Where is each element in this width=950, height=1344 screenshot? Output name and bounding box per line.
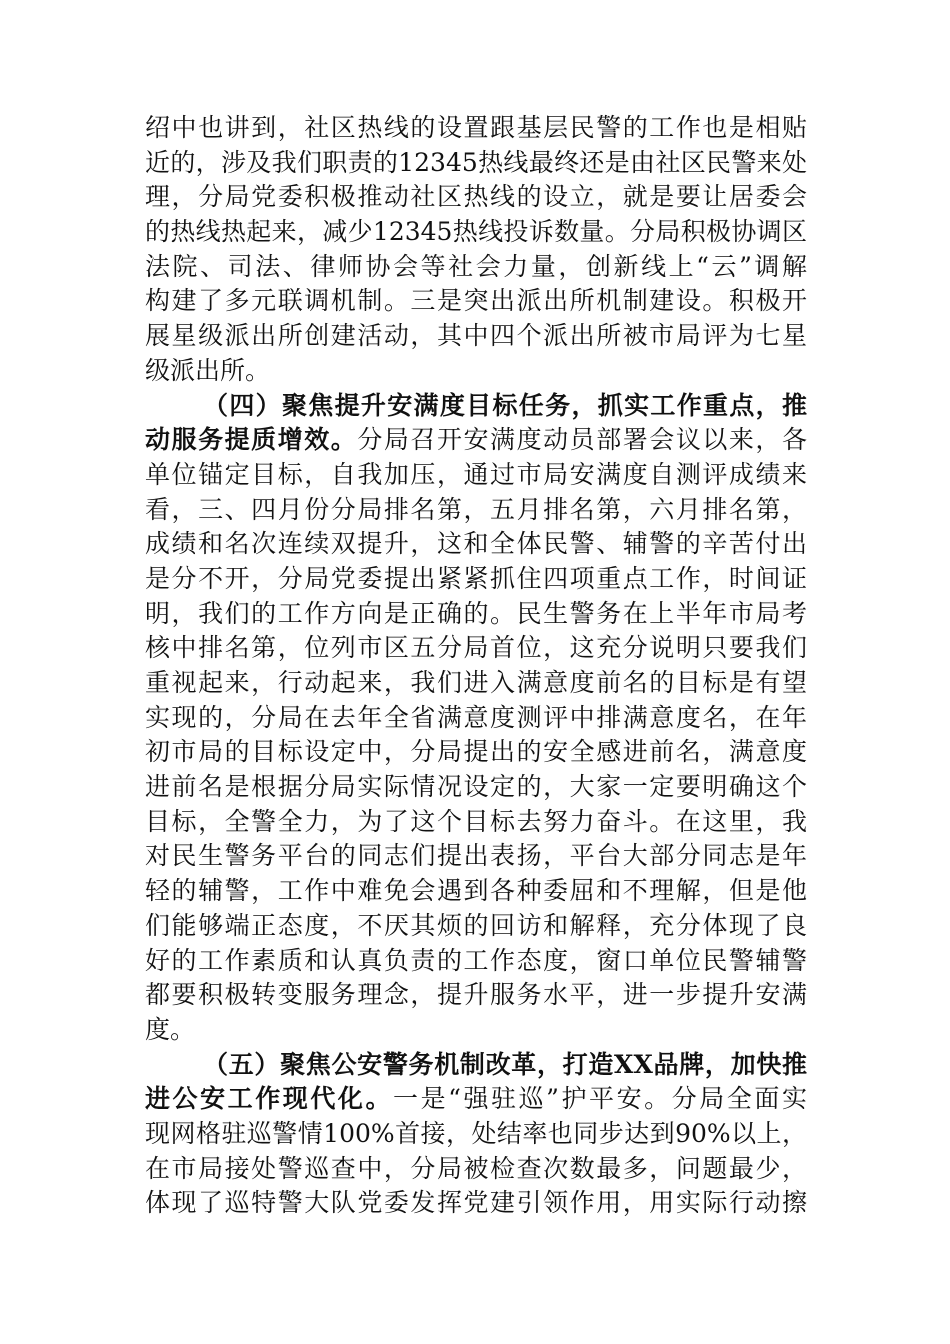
text-line: 法院、司法、律师协会等社会力量，创新线上“云”调解 [145, 251, 807, 281]
text-line: 成绩和名次连续双提升，这和全体民警、辅警的辛苦付出 [145, 529, 807, 559]
section-heading-end: 进公安工作现代化。 [145, 1084, 394, 1114]
text-line: 初市局的目标设定中，分局提出的安全感进前名，满意度 [145, 737, 807, 767]
document-page [145, 111, 807, 1221]
text-line: 目标，全警全力，为了这个目标去努力奋斗。在这里，我 [145, 806, 807, 836]
section-heading: （五）聚焦公安警务机制改革，打造XX品牌，加快推 [203, 1049, 807, 1079]
text-line: 明，我们的工作方向是正确的。民生警务在上半年市局考 [145, 598, 807, 628]
text-line: 好的工作素质和认真负责的工作态度，窗口单位民警辅警 [145, 945, 807, 975]
text-line [145, 423, 807, 458]
text-line: 轻的辅警，工作中难免会遇到各种委屈和不理解，但是他 [145, 876, 807, 906]
paragraph-1 [145, 111, 807, 389]
text-line: 构建了多元联调机制。三是突出派出所机制建设。积极开 [145, 286, 807, 316]
text-segment: 分局召开安满度动员部署会议以来，各 [357, 425, 807, 455]
text-line: 在市局接处警巡查中，分局被检查次数最多，问题最少， [145, 1153, 807, 1183]
text-line: 是分不开，分局党委提出紧紧抓住四项重点工作，时间证 [145, 563, 807, 593]
text-line: 实现的，分局在去年全省满意度测评中排满意度名，在年 [145, 702, 807, 732]
text-line: 进前名是根据分局实际情况设定的，大家一定要明确这个 [145, 772, 807, 802]
text-line: 对民生警务平台的同志们提出表扬，平台大部分同志是年 [145, 841, 807, 871]
text-line: 们能够端正态度，不厌其烦的回访和解释，充分体现了良 [145, 910, 807, 940]
paragraph-section-5 [145, 1048, 807, 1221]
text-line: 都要积极转变服务理念，提升服务水平，进一步提升安满 [145, 980, 807, 1010]
text-line: 核中排名第，位列市区五分局首位，这充分说明只要我们 [145, 633, 807, 663]
text-line: 度。 [145, 1014, 196, 1044]
section-heading: （四）聚焦提升安满度目标任务，抓实工作重点，推 [203, 390, 807, 420]
text-line: 的热线热起来，减少12345热线投诉数量。分局积极协调区 [145, 217, 807, 247]
section-heading-end: 动服务提质增效。 [145, 425, 358, 455]
text-line: 现网格驻巡警情100%首接，处结率也同步达到90%以上， [145, 1118, 807, 1148]
text-line: 绍中也讲到，社区热线的设置跟基层民警的工作也是相贴 [145, 113, 807, 142]
text-segment: 一是“强驻巡”护平安。分局全面实 [393, 1084, 807, 1114]
text-line: 展星级派出所创建活动，其中四个派出所被市局评为七星 [145, 321, 807, 351]
text-line: 理，分局党委积极推动社区热线的设立，就是要让居委会 [145, 182, 807, 212]
paragraph-section-4 [145, 389, 807, 1048]
text-line: 级派出所。 [145, 355, 271, 385]
text-line [145, 1082, 807, 1117]
text-line: 单位锚定目标，自我加压，通过市局安满度自测评成绩来 [145, 459, 807, 489]
text-line: 体现了巡特警大队党委发挥党建引领作用，用实际行动擦 [145, 1188, 807, 1218]
text-line: 重视起来，行动起来，我们进入满意度前名的目标是有望 [145, 668, 807, 697]
text-line: 近的，涉及我们职责的12345热线最终还是由社区民警来处 [145, 147, 807, 177]
text-line: 看，三、四月份分局排名第，五月排名第，六月排名第， [145, 494, 807, 524]
